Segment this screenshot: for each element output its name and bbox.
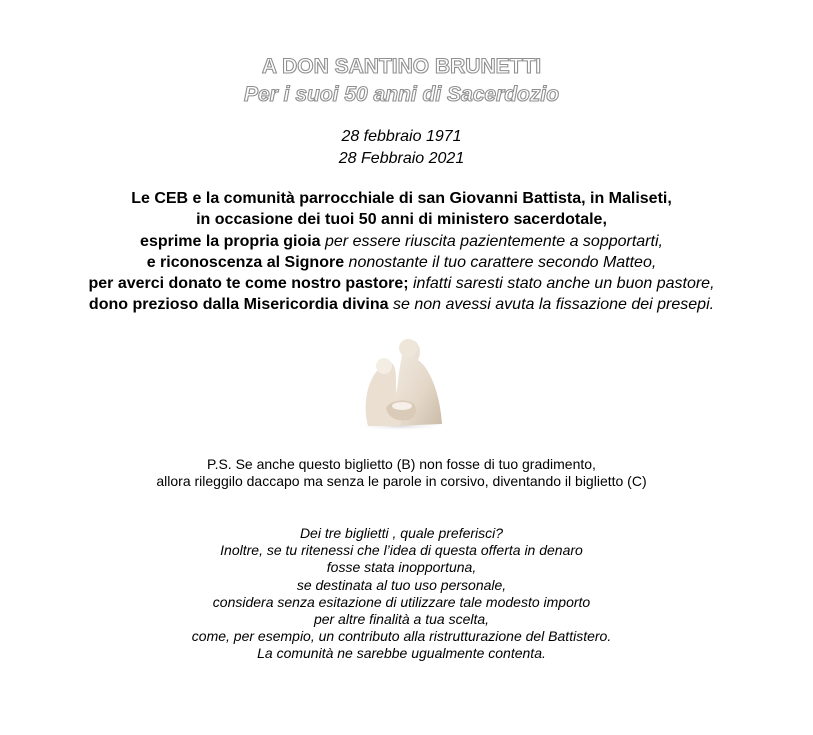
anniversary-date: 28 Febbraio 2021 — [338, 150, 465, 167]
message-line-3-bold: esprime la propria gioia — [140, 232, 321, 250]
message-line-2: in occasione dei tuoi 50 anni di ministero sacerdotale, — [196, 211, 607, 229]
closing-line-2: Inoltre, se tu ritenessi che l’idea di questa offerta in denaro — [220, 542, 583, 559]
closing-line-3: fosse stata inopportuna, — [326, 559, 477, 576]
message-line-5-bold: per averci donato te come nostro pastore; — [88, 275, 409, 293]
closing-note — [0, 525, 803, 663]
closing-line-4: se destinata al tuo uso personale, — [296, 576, 507, 593]
message-line-6-italic: se non avessi avuta la fissazione dei presepi. — [393, 296, 715, 314]
message-line-4-italic: nonostante il tuo carattere secondo Matteo, — [348, 253, 657, 271]
nativity-figurine-icon — [350, 334, 450, 432]
postscript — [0, 456, 803, 490]
page-subtitle: Per i suoi 50 anni di Sacerdozio — [243, 83, 560, 106]
message-line-1: Le CEB e la comunità parrocchiale di san Giovanni Battista, in Maliseti, — [131, 190, 672, 207]
closing-line-8: La comunità ne sarebbe ugualmente contenta. — [257, 645, 546, 662]
closing-line-1: Dei tre biglietti , quale preferisci? — [299, 525, 504, 541]
message-line-4-bold: e riconoscenza al Signore — [146, 253, 345, 271]
closing-line-7: come, per esempio, un contributo alla ristrutturazione del Battistero. — [191, 628, 612, 645]
message-line-6-bold: dono prezioso dalla Misericordia divina — [88, 296, 389, 314]
ordination-date: 28 febbraio 1971 — [341, 128, 462, 145]
message-line-5-italic: infatti saresti stato anche un buon pastore, — [413, 275, 715, 293]
closing-line-5: considera senza esitazione di utilizzare tale modesto importo — [212, 593, 591, 610]
dates-block — [0, 126, 803, 170]
closing-line-6: per altre finalità a tua scelta, — [313, 611, 490, 628]
dedication-message — [0, 188, 803, 316]
postscript-line-1: P.S. Se anche questo biglietto (B) non fosse di tuo gradimento, — [207, 456, 596, 472]
postscript-line-2: allora rileggilo daccapo ma senza le parole in corsivo, diventando il biglietto (C) — [156, 473, 647, 489]
page-title: A DON SANTINO BRUNETTI — [261, 55, 542, 78]
message-line-3-italic: per essere riuscita pazientemente a sopportarti, — [325, 232, 663, 250]
